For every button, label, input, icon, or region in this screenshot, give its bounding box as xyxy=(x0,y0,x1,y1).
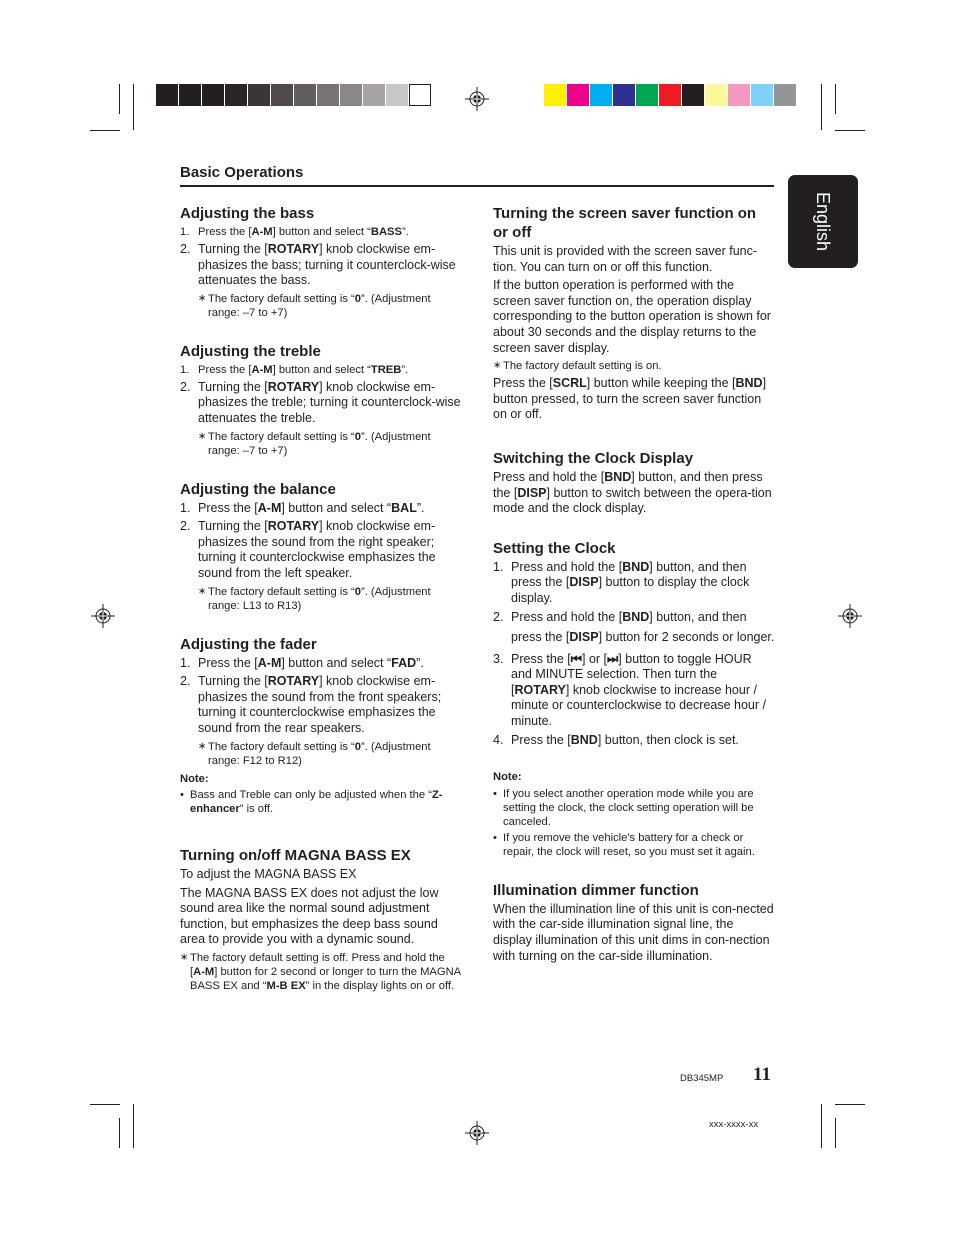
button-name: DISP xyxy=(569,575,599,590)
crop-mark xyxy=(90,1104,120,1105)
bass-section xyxy=(180,204,462,320)
paragraph: To adjust the MAGNA BASS EX xyxy=(180,867,357,882)
list-item xyxy=(180,519,462,581)
text: ] button to display the clock display. xyxy=(511,575,750,605)
registration-mark-icon xyxy=(465,87,489,111)
setting-clock-heading: Setting the Clock xyxy=(493,539,616,557)
color-swatch xyxy=(774,84,796,106)
language-tab xyxy=(788,175,858,268)
button-name: A-M xyxy=(257,655,282,670)
color-swatch xyxy=(248,84,270,106)
treble-heading: Adjusting the treble xyxy=(180,342,321,360)
list-item xyxy=(180,363,462,377)
language-tab-label: English xyxy=(813,191,834,252)
text: ] button, and then press the [ xyxy=(511,559,747,590)
text: press the [ xyxy=(511,630,570,645)
display-name: FAD xyxy=(391,655,417,670)
list-item xyxy=(180,380,462,427)
color-swatch xyxy=(636,84,658,106)
default-note xyxy=(198,740,462,768)
step-number: 2. xyxy=(180,379,191,394)
display-name: BASS xyxy=(370,226,402,238)
text-continuation xyxy=(511,630,775,646)
color-swatch xyxy=(225,84,247,106)
step-number: 3. xyxy=(493,651,504,666)
button-name: ROTARY xyxy=(267,242,320,256)
right-column xyxy=(493,204,775,967)
text: ” is off. xyxy=(239,803,274,816)
color-swatch xyxy=(271,84,293,106)
crop-mark xyxy=(119,1118,120,1148)
color-swatch xyxy=(179,84,201,106)
button-name: ROTARY xyxy=(267,674,320,689)
text: Press the [ xyxy=(198,655,258,670)
text: ] button, and then press the [ xyxy=(493,469,763,500)
text: ] button for 2 seconds or longer. xyxy=(598,630,775,645)
text: Press the [ xyxy=(198,500,258,515)
text: ] button to switch between the opera-tion mode and the clock display. xyxy=(493,485,772,516)
text: ] button, and then xyxy=(649,609,747,624)
value: 0 xyxy=(354,585,361,598)
magna-bass-heading: Turning on/off MAGNA BASS EX xyxy=(180,847,411,865)
text: ] button and select “ xyxy=(281,500,392,515)
text: ] button for 2 second or longer to turn the MAGNA BASS EX and “ xyxy=(190,966,461,993)
crop-mark xyxy=(821,1104,822,1148)
button-name: ROTARY xyxy=(514,682,566,697)
text: Press the [ xyxy=(198,226,252,238)
text: ”. (Adjustment range: L13 to R13) xyxy=(208,585,431,612)
note-bullet xyxy=(180,788,462,816)
step-number: 1. xyxy=(180,363,190,376)
list-item xyxy=(493,560,775,607)
balance-steps xyxy=(180,501,462,582)
text: Press the [ xyxy=(198,363,252,376)
button-name: A-M xyxy=(251,363,273,376)
display-name: M-B EX xyxy=(266,980,306,993)
value: 0 xyxy=(354,430,361,443)
dimmer-heading: Illumination dimmer function xyxy=(493,881,699,899)
text: The factory default setting is “ xyxy=(208,430,355,443)
crop-mark xyxy=(835,84,836,114)
crop-mark xyxy=(835,130,865,131)
value: 0 xyxy=(354,292,361,305)
button-name: ROTARY xyxy=(267,519,320,534)
step-number: 2. xyxy=(180,519,191,534)
previous-track-icon: ⏮ xyxy=(570,651,583,666)
color-swatch xyxy=(409,84,431,106)
crop-mark xyxy=(821,84,822,130)
text: The factory default setting is off. Press and hold the [ xyxy=(190,952,445,979)
treble-section xyxy=(180,342,462,458)
color-swatch xyxy=(386,84,408,106)
text: ”. xyxy=(416,500,425,515)
color-swatch xyxy=(728,84,750,106)
dimmer-section xyxy=(493,881,775,964)
text: Press and hold the [ xyxy=(493,469,605,484)
color-swatch xyxy=(590,84,612,106)
list-item xyxy=(180,674,462,736)
button-name: SCRL xyxy=(552,376,587,391)
list-item xyxy=(493,610,775,646)
text: Turning the [ xyxy=(198,242,268,256)
step-number: 4. xyxy=(493,732,504,747)
paragraph: The MAGNA BASS EX does not adjust the low sound area like the normal sound adjustment function, but emphasizes the deep bass sound area to provide you with a dynamic sound. xyxy=(180,885,439,947)
color-swatch xyxy=(156,84,178,106)
color-swatch xyxy=(682,84,704,106)
screen-saver-heading: Turning the screen saver function on or off xyxy=(493,205,757,241)
crop-mark xyxy=(835,1118,836,1148)
model-number: DB345MP xyxy=(680,1073,724,1084)
text: ] button pressed, to turn the screen saver function on or off. xyxy=(493,376,767,422)
button-name: DISP xyxy=(569,630,599,645)
fader-section xyxy=(180,635,462,817)
text: The factory default setting is “ xyxy=(208,740,355,753)
default-note xyxy=(198,585,462,613)
text: ”. (Adjustment range: –7 to +7) xyxy=(208,430,431,457)
left-column xyxy=(180,204,462,996)
button-name: ROTARY xyxy=(267,379,320,394)
default-note: ∗ The factory default setting is on. xyxy=(493,359,775,373)
list-item xyxy=(180,501,462,517)
color-swatch xyxy=(294,84,316,106)
button-name: BND xyxy=(622,559,650,574)
text: ] or [ xyxy=(582,651,608,666)
text: ] button while keeping the [ xyxy=(586,376,736,391)
bass-steps xyxy=(180,225,462,289)
text: Press and hold the [ xyxy=(511,609,623,624)
registration-mark-icon xyxy=(465,1121,489,1145)
text: Bass and Treble can only be adjusted when the “ xyxy=(190,789,432,802)
crop-mark xyxy=(119,84,120,114)
default-note xyxy=(198,430,462,458)
note-heading: Note: xyxy=(180,772,209,785)
section-title: Basic Operations xyxy=(180,164,304,181)
color-swatch xyxy=(613,84,635,106)
fader-heading: Adjusting the fader xyxy=(180,635,317,653)
balance-section xyxy=(180,480,462,613)
value: 0 xyxy=(354,740,361,753)
display-name: TREB xyxy=(370,363,402,376)
note-heading: Note: xyxy=(493,771,522,784)
button-name: BND xyxy=(604,469,632,484)
button-name: DISP xyxy=(517,485,547,500)
default-note xyxy=(198,292,462,320)
text: Turning the [ xyxy=(198,379,268,394)
text: ] knob clockwise em-phasizes the sound from the front speakers; turning it counterclockwise emphasizes the sound from the rear speakers. xyxy=(198,674,442,735)
crop-mark xyxy=(133,1104,134,1148)
color-swatch xyxy=(317,84,339,106)
color-swatch xyxy=(659,84,681,106)
note-bullet: • If you select another operation mode while you are setting the clock, the clock setting operation will be canceled. xyxy=(493,787,775,829)
text: ] button and select “ xyxy=(281,655,392,670)
text: ] button and select “ xyxy=(272,226,371,238)
list-item xyxy=(493,652,775,730)
color-swatch xyxy=(705,84,727,106)
document-code: xxx-xxxx-xx xyxy=(709,1119,759,1130)
paragraph: When the illumination line of this unit is con-nected with the car-side illumination signal line, the display illumination of this unit dims in con-nection with turning on the car-side illumination. xyxy=(493,901,774,963)
button-name: A-M xyxy=(193,966,215,979)
step-number: 1. xyxy=(180,226,190,238)
treble-steps xyxy=(180,363,462,427)
button-name: BND xyxy=(570,732,598,747)
crop-mark xyxy=(133,84,134,130)
button-name: BND xyxy=(622,609,650,624)
next-track-icon: ⏭ xyxy=(607,651,619,666)
page-number: 11 xyxy=(753,1064,771,1085)
text: Press the [ xyxy=(511,732,571,747)
step-number: 1. xyxy=(180,655,191,670)
paragraph xyxy=(493,376,775,423)
list-item xyxy=(493,733,775,749)
text: ”. xyxy=(401,363,409,376)
registration-mark-icon xyxy=(91,604,115,628)
button-name: BND xyxy=(735,376,763,391)
color-swatch xyxy=(340,84,362,106)
text: ”. (Adjustment range: –7 to +7) xyxy=(208,292,431,319)
setting-clock-steps xyxy=(493,560,775,749)
text: ] button and select “ xyxy=(272,363,371,376)
step-number: 2. xyxy=(180,674,191,689)
step-number: 2. xyxy=(180,242,191,256)
clock-display-section xyxy=(493,449,775,517)
color-swatch xyxy=(544,84,566,106)
balance-heading: Adjusting the balance xyxy=(180,480,336,498)
display-name: BAL xyxy=(391,500,417,515)
screen-saver-section xyxy=(493,204,775,423)
fader-steps xyxy=(180,656,462,737)
step-number: 1. xyxy=(493,559,504,574)
text: The factory default setting is “ xyxy=(208,585,355,598)
color-swatch xyxy=(202,84,224,106)
section-divider xyxy=(180,185,774,187)
crop-mark xyxy=(835,1104,865,1105)
color-swatch xyxy=(567,84,589,106)
step-number: 1. xyxy=(180,500,191,515)
text: The factory default setting is “ xyxy=(208,292,355,305)
text: ] button, then clock is set. xyxy=(597,732,739,747)
list-item xyxy=(180,225,462,239)
note-bullet: • If you remove the vehicle's battery for a check or repair, the clock will reset, so you must set it again. xyxy=(493,831,775,859)
feature-name: Z-enhancer xyxy=(190,789,443,816)
default-note xyxy=(180,951,462,993)
clock-display-heading: Switching the Clock Display xyxy=(493,449,694,467)
registration-mark-icon xyxy=(838,604,862,628)
button-name: A-M xyxy=(257,500,282,515)
text: Turning the [ xyxy=(198,674,268,689)
step-number: 2. xyxy=(493,609,504,624)
text: ] knob clockwise em-phasizes the bass; turning it counterclock-wise attenuates the bass. xyxy=(198,242,456,288)
color-swatch xyxy=(751,84,773,106)
text: ] knob clockwise em-phasizes the treble; turning it counterclock-wise attenuates the treble. xyxy=(198,379,461,425)
text: Press the [ xyxy=(511,651,571,666)
text: ] knob clockwise em-phasizes the sound from the right speaker; turning it counterclockwise emphasizes the sound from the left speaker. xyxy=(198,519,436,580)
paragraph: This unit is provided with the screen saver func-tion. You can turn on or off this function. xyxy=(493,244,758,274)
bass-heading: Adjusting the bass xyxy=(180,205,315,222)
text: ] knob clockwise to increase hour / minute or counterclockwise to decrease hour / minute. xyxy=(511,682,766,729)
text: Press and hold the [ xyxy=(511,559,623,574)
list-item xyxy=(180,242,462,289)
text: ” in the display lights on or off. xyxy=(305,980,455,993)
magna-bass-section xyxy=(180,846,462,993)
button-name: A-M xyxy=(251,226,273,238)
paragraph xyxy=(493,470,775,517)
list-item xyxy=(180,656,462,672)
setting-clock-section xyxy=(493,539,775,859)
text: Press the [ xyxy=(493,376,553,391)
paragraph: If the button operation is performed with the screen saver function on, the operation display corresponding to the button operation is shown for about 30 seconds and the display returns to the screen saver display. xyxy=(493,278,771,355)
color-swatch xyxy=(363,84,385,106)
crop-mark xyxy=(90,130,120,131)
text: ] button to toggle HOUR and MINUTE selection. Then turn the [ xyxy=(511,651,752,697)
text: ”. (Adjustment range: F12 to R12) xyxy=(208,740,431,767)
text: ”. xyxy=(401,226,409,238)
text: ”. xyxy=(416,655,424,670)
text: Turning the [ xyxy=(198,519,268,534)
